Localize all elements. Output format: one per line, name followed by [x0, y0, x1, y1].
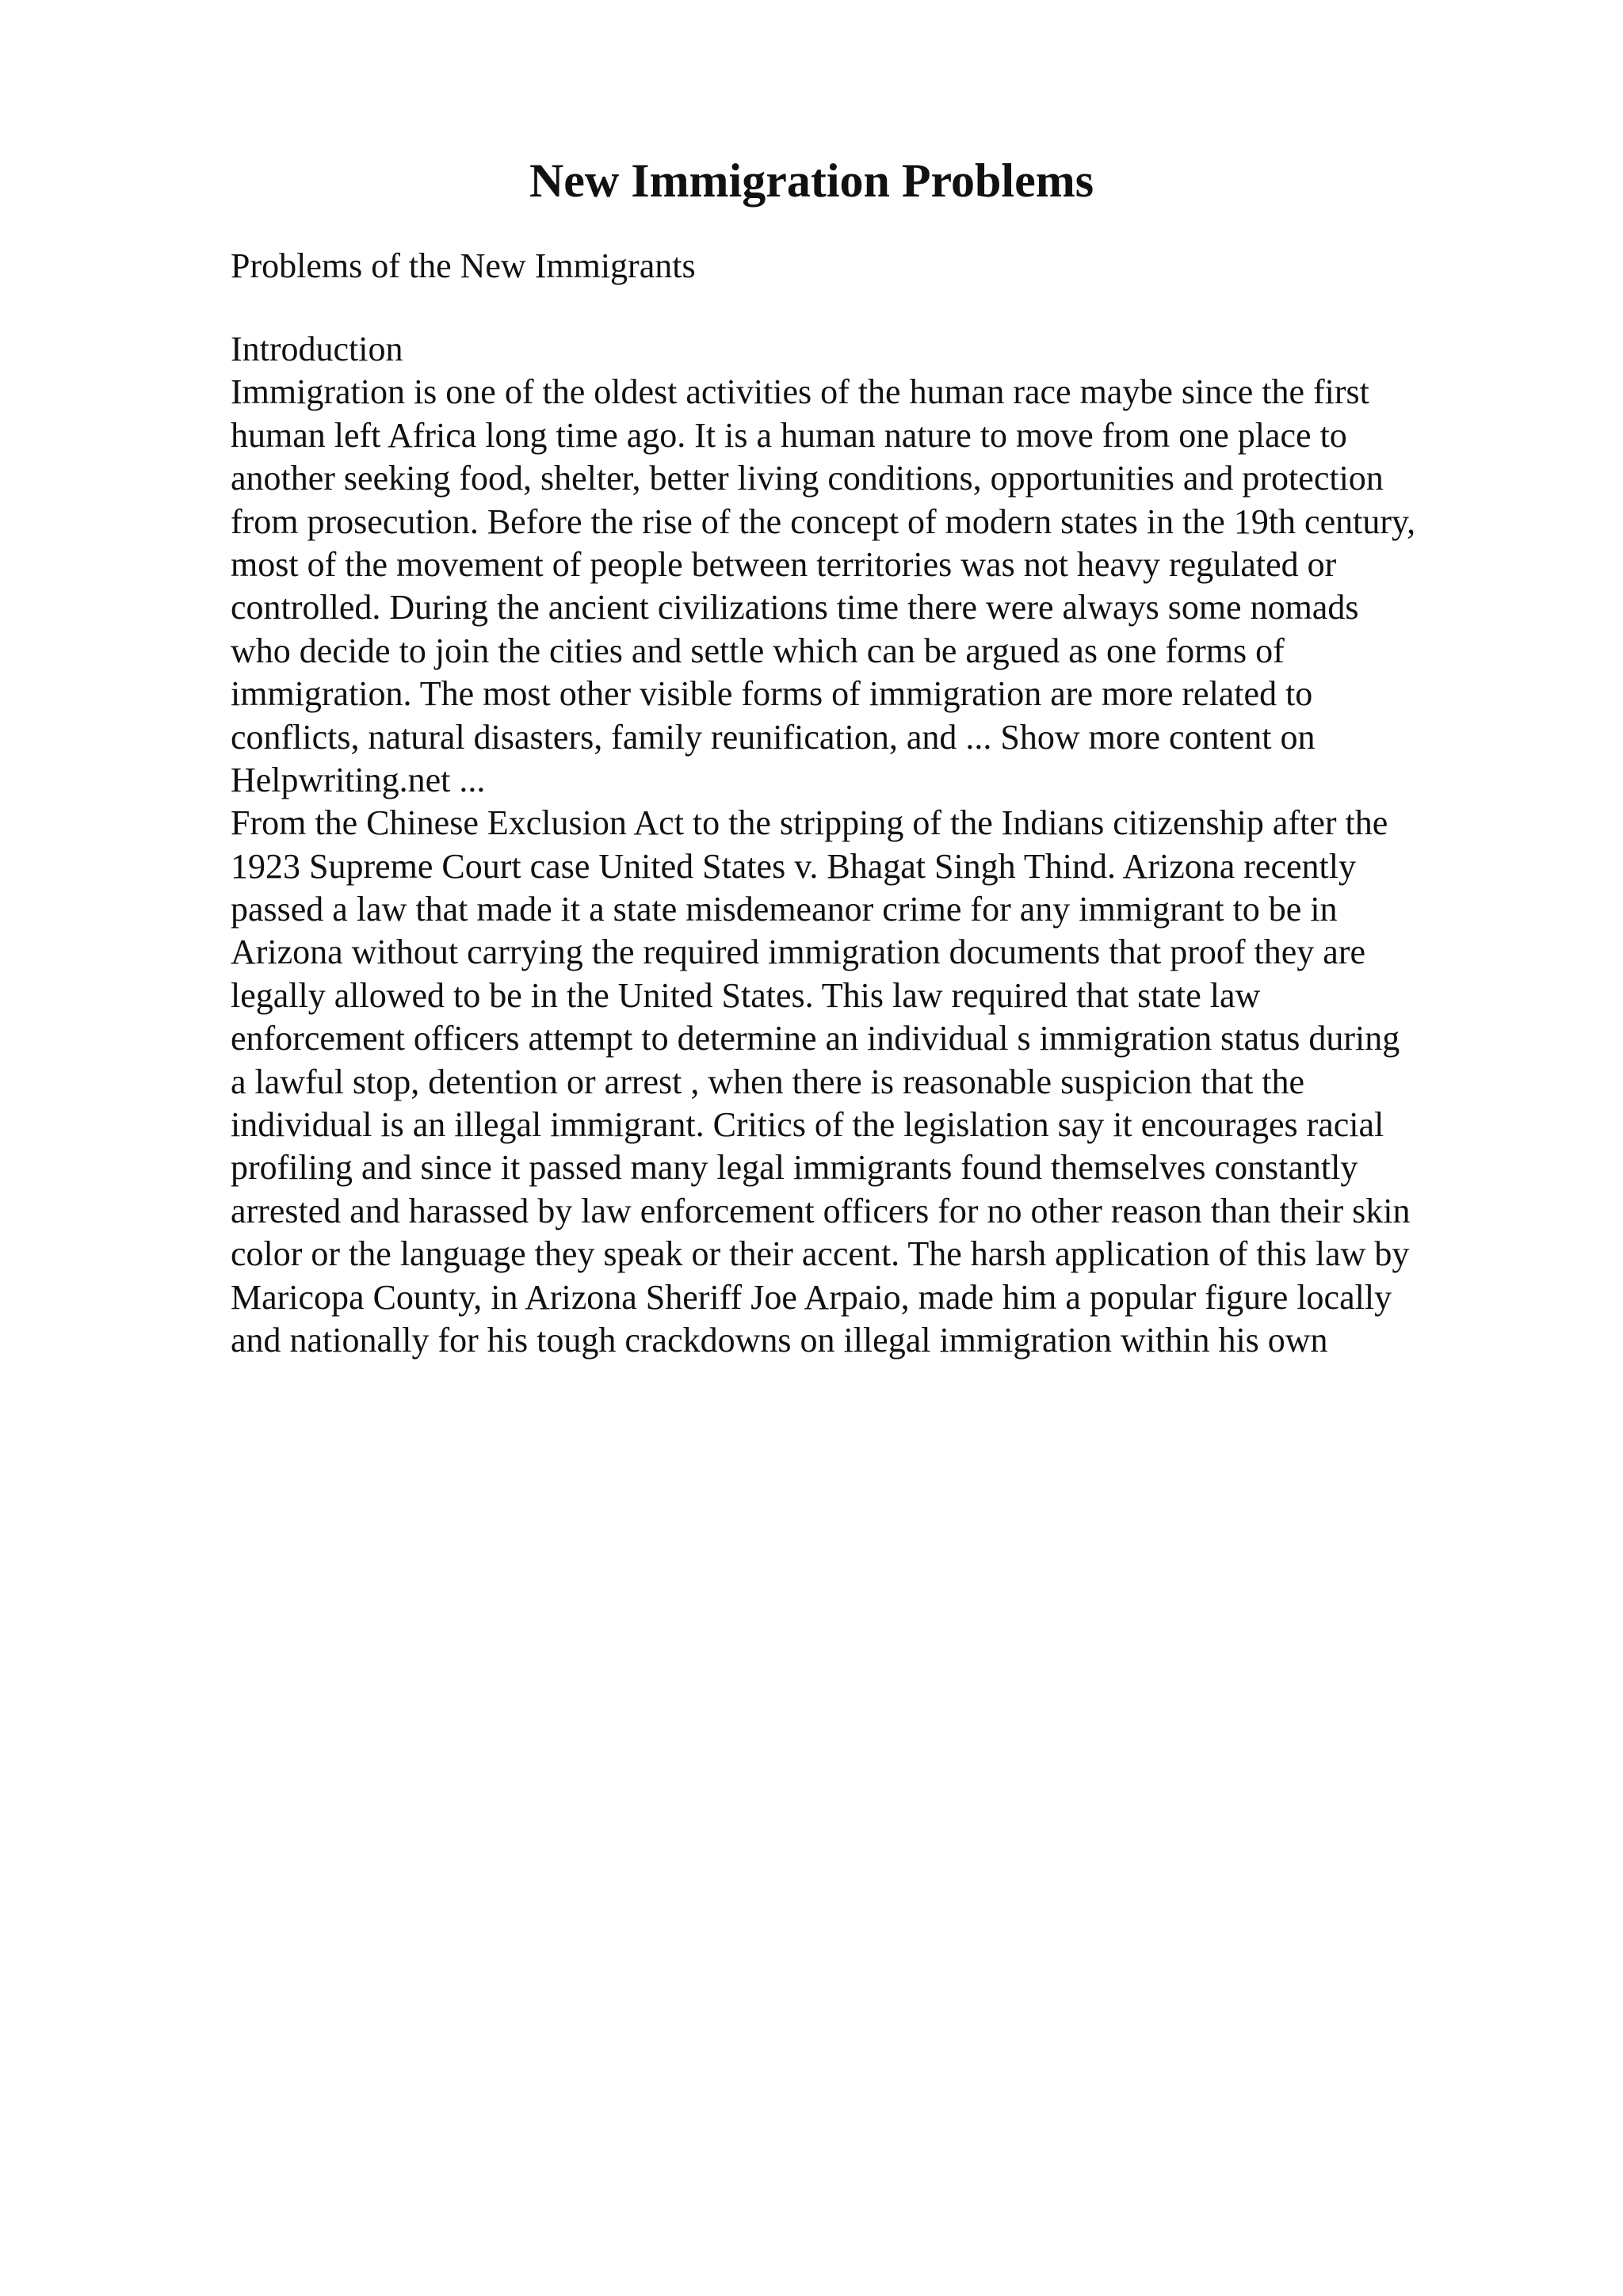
section-heading: Introduction: [231, 330, 403, 368]
paragraph-2-line: From the Chinese Exclusion Act to the stripping of the Indians citizenship after the: [231, 803, 1388, 843]
paragraph-2-line: individual is an illegal immigrant. Critics of the legislation say it encourages racial: [231, 1105, 1384, 1145]
paragraph-2-line: Maricopa County, in Arizona Sheriff Joe Arpaio, made him a popular figure locally: [231, 1277, 1392, 1317]
document-title: New Immigration Problems: [529, 154, 1094, 207]
paragraph-1-line: controlled. During the ancient civilizations time there were always some nomads: [231, 588, 1359, 627]
paragraph-2-line: color or the language they speak or their accent. The harsh application of this law by: [231, 1234, 1410, 1274]
paragraph-1-line: another seeking food, shelter, better living conditions, opportunities and protection: [231, 459, 1384, 498]
paragraph-1-line: Helpwriting.net ...: [231, 760, 486, 799]
document-body: [231, 328, 1578, 1362]
paragraph-1-line: who decide to join the cities and settle which can be argued as one forms of: [231, 631, 1285, 670]
paragraph-1-line: conflicts, natural disasters, family reunification, and ... Show more content on: [231, 717, 1316, 757]
paragraph-2-line: enforcement officers attempt to determine an individual s immigration status during: [231, 1019, 1400, 1058]
paragraph-1-line: Immigration is one of the oldest activities of the human race maybe since the first: [231, 372, 1369, 412]
paragraph-1-line: most of the movement of people between territories was not heavy regulated or: [231, 544, 1337, 584]
paragraph-2-line: Arizona without carrying the required immigration documents that proof they are: [231, 933, 1365, 972]
document-subtitle: Problems of the New Immigrants: [231, 246, 696, 285]
paragraph-2-line: profiling and since it passed many legal immigrants found themselves constantly: [231, 1148, 1358, 1188]
paragraph-2-line: legally allowed to be in the United States. This law required that state law: [231, 975, 1261, 1015]
paragraph-2-line: 1923 Supreme Court case United States v. Bhagat Singh Thind. Arizona recently: [231, 846, 1356, 886]
paragraph-2-line: passed a law that made it a state misdemeanor crime for any immigrant to be in: [231, 890, 1338, 929]
paragraph-1-line: human left Africa long time ago. It is a human nature to move from one place to: [231, 415, 1347, 455]
paragraph-1-line: from prosecution. Before the rise of the concept of modern states in the 19th century,: [231, 502, 1416, 541]
paragraph-1-line: immigration. The most other visible forms of immigration are more related to: [231, 674, 1313, 714]
paragraph-2-line: a lawful stop, detention or arrest , when there is reasonable suspicion that the: [231, 1062, 1305, 1101]
paragraph-2-line: and nationally for his tough crackdowns on illegal immigration within his own: [231, 1320, 1328, 1360]
paragraph-2-line: arrested and harassed by law enforcement officers for no other reason than their skin: [231, 1191, 1411, 1230]
